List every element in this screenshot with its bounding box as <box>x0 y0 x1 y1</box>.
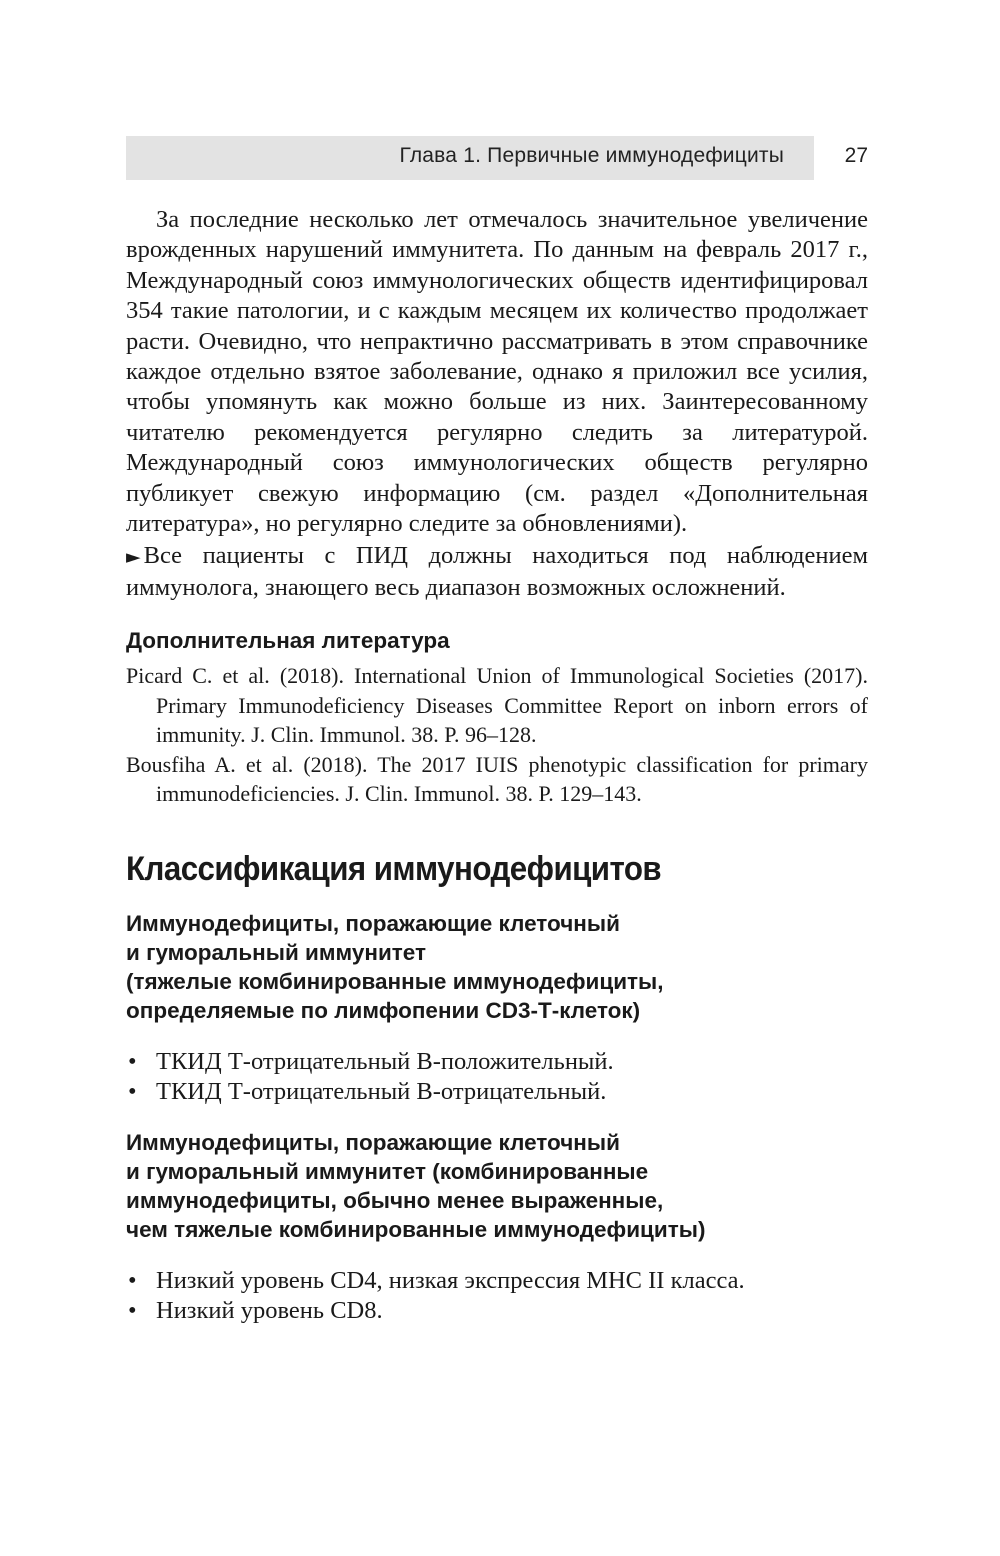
list-item: • Низкий уровень CD8. <box>126 1296 868 1326</box>
bullet-list <box>126 1266 868 1327</box>
subsection-heading <box>126 1128 868 1244</box>
subsection-heading-line: (тяжелые комбинированные иммунодефициты, <box>126 968 664 994</box>
body-paragraph: За последние несколько лет отмечалось значительное увеличение врожденных нарушений иммунитета. По данным на февраль 2017 г., Международный союз иммунологических обществ идентифицировал 354 такие патологии, и с каждым месяцем их количество продолжает расти. Очевидно, что непрактично рассматривать в этом справочнике каждое отдельно взятое заболевание, однако я приложил все усилия, чтобы упомянуть как можно больше из них. Заинтересованному читателю рекомендуется регулярно следить за литературой. Международный союз иммунологических обществ регулярно публикует свежую информацию (см. раздел «Дополнительная литература», но регулярно следите за обновлениями). <box>126 206 868 538</box>
reference-item: Picard C. et al. (2018). International Union of Immunological Societies (2017). Primary Immunodeficiency Diseases Committee Report on inborn errors of immunity. J. Clin. Immunol. 38. P. 96–128. <box>126 663 868 748</box>
page-number: 27 <box>844 144 868 167</box>
subsection-heading-line: определяемые по лимфопении CD3-Т-клеток) <box>126 997 641 1023</box>
list-item: • Низкий уровень CD4, низкая экспрессия MHC II класса. <box>126 1266 868 1296</box>
bullet-icon: • <box>128 1266 137 1294</box>
subsection-heading-line: Иммунодефициты, поражающие клеточный <box>126 1129 620 1155</box>
running-header <box>126 136 814 180</box>
bullet-list <box>126 1047 868 1108</box>
further-reading-heading: Дополнительная литература <box>126 628 450 654</box>
reference-item: Bousfiha A. et al. (2018). The 2017 IUIS phenotypic classification for primary immunodeficiencies. J. Clin. Immunol. 38. P. 129–143. <box>126 751 868 807</box>
subsection-heading-line: иммунодефициты, обычно менее выраженные, <box>126 1187 664 1213</box>
list-item: • ТКИД Т-отрицательный В-положительный. <box>126 1047 868 1077</box>
bullet-icon: • <box>128 1047 137 1075</box>
reference-list <box>126 661 868 809</box>
note-paragraph <box>126 541 868 603</box>
note-text: Все пациенты с ПИД должны находиться под наблюдением иммунолога, знающего весь диапазон возможных осложнений. <box>126 542 868 601</box>
chapter-title: Глава 1. Первичные иммунодефициты <box>399 144 784 167</box>
subsection-heading <box>126 909 868 1025</box>
subsection-heading-line: Иммунодефициты, поражающие клеточный <box>126 910 620 936</box>
bullet-icon: • <box>128 1297 137 1324</box>
page-body <box>126 205 868 1326</box>
bullet-icon: • <box>128 1078 137 1106</box>
triangle-arrow-icon: ► <box>126 546 141 569</box>
list-item: • ТКИД Т-отрицательный В-отрицательный. <box>126 1077 868 1107</box>
section-title: Классификация иммунодефицитов <box>126 849 662 888</box>
subsection-heading-line: и гуморальный иммунитет (комбинированные <box>126 1158 649 1184</box>
subsection-heading-line: и гуморальный иммунитет <box>126 939 427 965</box>
subsection-heading-line: чем тяжелые комбинированные иммунодефициты) <box>126 1216 706 1242</box>
